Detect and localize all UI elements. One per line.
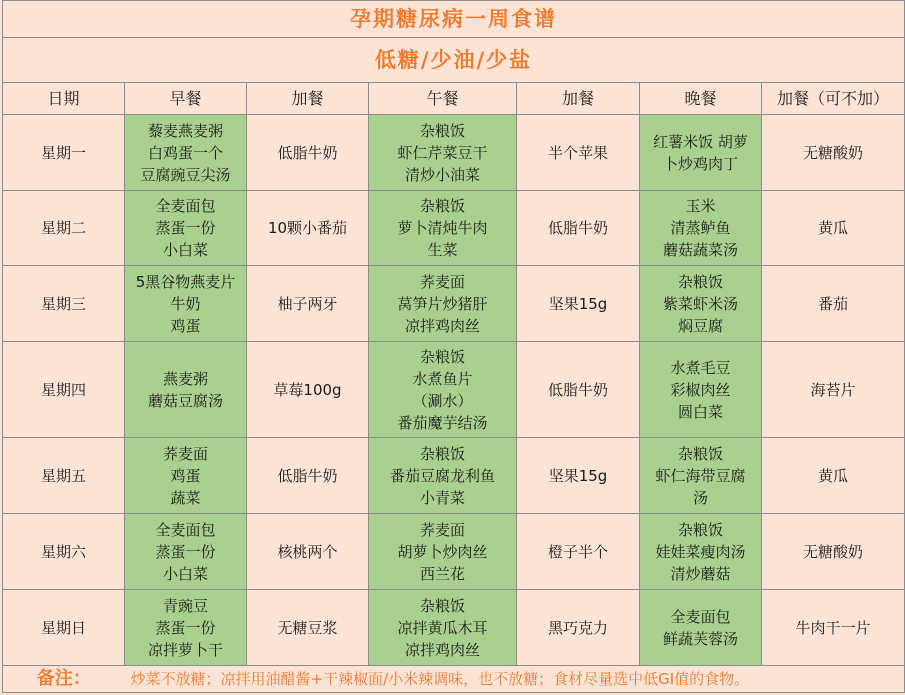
dinner-cell[interactable] — [640, 191, 762, 266]
cell-line: 蒸蛋一份 — [155, 219, 216, 237]
snack-1-cell[interactable] — [247, 191, 369, 266]
breakfast-cell[interactable] — [125, 191, 247, 266]
cell-line: 蒸蛋一份 — [155, 542, 216, 561]
note-text[interactable]: 炒菜不放糖；凉拌用油醋酱+干辣椒面/小米辣调味，也不放糖；食材尽量选中低GI值的食物。 — [125, 666, 905, 693]
table-row — [3, 115, 905, 191]
cell-line: 莴笋片炒猪肝 — [397, 294, 488, 313]
snack-3-cell[interactable] — [762, 590, 905, 666]
table-row — [3, 438, 905, 514]
lunch-cell[interactable] — [369, 514, 517, 590]
snack-1-cell[interactable] — [247, 342, 369, 438]
lunch-cell[interactable] — [369, 115, 517, 191]
page-subtitle[interactable]: 低糖/少油/少盐 — [3, 38, 905, 83]
table-row — [3, 191, 905, 266]
cell-line: 黑巧克力 — [547, 618, 608, 637]
table-row — [3, 266, 905, 342]
snack-1-cell[interactable] — [247, 266, 369, 342]
cell-line: 橙子半个 — [547, 542, 608, 561]
cell-line: 低脂牛奶 — [277, 143, 338, 162]
cell-line: 蒸蛋一份 — [155, 618, 216, 637]
snack-3-cell[interactable] — [762, 266, 905, 342]
cell-line: 清蒸鲈鱼 — [670, 219, 731, 237]
snack-3-cell[interactable] — [762, 191, 905, 266]
cell-line: 牛奶 — [170, 294, 201, 313]
cell-line: 核桃两个 — [277, 542, 338, 561]
cell-line: 清炒蘑菇 — [670, 564, 731, 583]
dinner-cell[interactable] — [640, 266, 762, 342]
cell-line: 半个苹果 — [547, 143, 608, 162]
cell-line: 全麦面包 — [155, 197, 216, 215]
page-title[interactable]: 孕期糖尿病一周食谱 — [3, 1, 905, 38]
table-row — [3, 590, 905, 666]
day-cell[interactable]: 星期日 — [3, 590, 125, 666]
cell-line: 杂粮饭 — [419, 121, 465, 140]
cell-line: 无糖酸奶 — [803, 542, 864, 561]
cell-line: 坚果15g — [548, 466, 608, 485]
cell-line: 海苔片 — [810, 380, 856, 399]
cell-line: 低脂牛奶 — [277, 466, 338, 485]
cell-line: 紫菜虾米汤 — [662, 294, 738, 313]
cell-line: 清炒小油菜 — [404, 165, 480, 184]
subtitle-row — [3, 38, 905, 83]
cell-line: 番茄豆腐龙利鱼 — [389, 466, 495, 485]
cell-line: 蘑菇蔬菜汤 — [662, 241, 738, 259]
cell-line: 10颗小番茄 — [267, 219, 348, 237]
day-cell[interactable]: 星期二 — [3, 191, 125, 266]
snack-2-cell[interactable] — [517, 191, 640, 266]
snack-3-cell[interactable] — [762, 115, 905, 191]
snack-2-cell[interactable] — [517, 438, 640, 514]
breakfast-cell[interactable] — [125, 590, 247, 666]
cell-line: 鸡蛋 — [170, 466, 201, 485]
cell-line: 豆腐豌豆尖汤 — [140, 165, 231, 184]
cell-line: 杂粮饭 — [419, 596, 465, 615]
cell-line: 低脂牛奶 — [547, 219, 608, 237]
breakfast-cell[interactable] — [125, 514, 247, 590]
day-cell[interactable]: 星期三 — [3, 266, 125, 342]
cell-line: 玉米 — [685, 197, 716, 215]
cell-line: 燕麦粥 — [162, 369, 208, 388]
cell-line: 圆白菜 — [677, 402, 723, 421]
cell-line: 5黑谷物燕麦片 — [135, 272, 236, 291]
meal-plan-table — [2, 0, 905, 693]
breakfast-cell[interactable] — [125, 438, 247, 514]
header-cell-dinner[interactable]: 晚餐 — [640, 83, 762, 115]
cell-line: 凉拌黄瓜木耳 — [397, 618, 488, 637]
cell-line: 彩椒肉丝 — [670, 380, 731, 399]
cell-line: 白鸡蛋一个 — [147, 143, 223, 162]
cell-line: 杂粮饭 — [677, 444, 723, 463]
cell-line: 藜麦燕麦粥 — [147, 121, 223, 140]
cell-line: 番茄 — [818, 294, 849, 313]
cell-line: 蔬菜 — [170, 488, 201, 507]
cell-line: 胡萝卜炒肉丝 — [397, 542, 488, 561]
cell-line: 凉拌鸡肉丝 — [404, 640, 480, 659]
cell-line: 鲜蔬芙蓉汤 — [662, 629, 738, 648]
day-cell[interactable]: 星期一 — [3, 115, 125, 191]
note-label[interactable]: 备注： — [3, 666, 125, 693]
cell-line: 黄瓜 — [818, 219, 849, 237]
cell-line: 凉拌萝卜干 — [147, 640, 223, 659]
cell-line: 低脂牛奶 — [547, 380, 608, 399]
snack-1-cell[interactable] — [247, 438, 369, 514]
cell-line: 杂粮饭 — [677, 520, 723, 539]
header-cell-date[interactable]: 日期 — [3, 83, 125, 115]
snack-3-cell[interactable] — [762, 514, 905, 590]
table-row — [3, 342, 905, 438]
cell-line: 无糖酸奶 — [803, 143, 864, 162]
lunch-cell[interactable] — [369, 590, 517, 666]
header-cell-lunch[interactable]: 午餐 — [369, 83, 517, 115]
snack-3-cell[interactable] — [762, 342, 905, 438]
header-cell-snack-1[interactable]: 加餐 — [247, 83, 369, 115]
cell-line: 水煮鱼片 — [412, 369, 473, 388]
cell-line: 虾仁海带豆腐 — [655, 466, 746, 485]
table-row — [3, 514, 905, 590]
breakfast-cell[interactable] — [125, 115, 247, 191]
breakfast-cell[interactable] — [125, 266, 247, 342]
cell-line: 牛肉干一片 — [795, 618, 871, 637]
cell-line: 虾仁芹菜豆干 — [397, 143, 488, 162]
header-cell-snack-3[interactable]: 加餐（可不加） — [762, 83, 905, 115]
cell-line: 杂粮饭 — [419, 444, 465, 463]
cell-line: 青豌豆 — [162, 596, 208, 615]
cell-line: 荞麦面 — [419, 520, 465, 539]
cell-line: 坚果15g — [548, 294, 608, 313]
lunch-cell[interactable] — [369, 342, 517, 438]
header-cell-snack-2[interactable]: 加餐 — [517, 83, 640, 115]
cell-line: 萝卜清炖牛肉 — [397, 219, 488, 237]
cell-line: 黄瓜 — [818, 466, 849, 485]
cell-line: 番茄魔芋结汤 — [397, 413, 488, 432]
dinner-cell[interactable] — [640, 438, 762, 514]
snack-2-cell[interactable] — [517, 590, 640, 666]
breakfast-cell[interactable] — [125, 342, 247, 438]
cell-line: 西兰花 — [419, 564, 465, 583]
cell-line: 无糖豆浆 — [277, 618, 338, 637]
cell-line: 荞麦面 — [162, 444, 208, 463]
snack-2-cell[interactable] — [517, 115, 640, 191]
cell-line: 水煮毛豆 — [670, 358, 731, 377]
lunch-cell[interactable] — [369, 266, 517, 342]
cell-line: 娃娃菜瘦肉汤 — [655, 542, 746, 561]
snack-2-cell[interactable] — [517, 342, 640, 438]
cell-line: 杂粮饭 — [419, 197, 465, 215]
cell-line: 蘑菇豆腐汤 — [147, 391, 223, 410]
day-cell[interactable]: 星期五 — [3, 438, 125, 514]
cell-line: 生菜 — [427, 241, 458, 259]
cell-line: 小白菜 — [162, 564, 208, 583]
dinner-cell[interactable] — [640, 514, 762, 590]
note-row — [3, 666, 905, 693]
day-cell[interactable]: 星期四 — [3, 342, 125, 438]
cell-line: 柚子两牙 — [277, 294, 338, 313]
dinner-cell[interactable] — [640, 342, 762, 438]
cell-line: 凉拌鸡肉丝 — [404, 316, 480, 335]
cell-line: 鸡蛋 — [170, 316, 201, 335]
snack-2-cell[interactable] — [517, 266, 640, 342]
cell-line: 杂粮饭 — [419, 347, 465, 366]
cell-line: 全麦面包 — [670, 607, 731, 626]
cell-line: （涮水） — [412, 391, 473, 410]
dinner-cell[interactable] — [640, 115, 762, 191]
cell-line: 杂粮饭 — [677, 272, 723, 291]
lunch-cell[interactable] — [369, 438, 517, 514]
cell-line: 草莓100g — [273, 380, 342, 399]
cell-line: 卜炒鸡肉丁 — [662, 154, 738, 173]
dinner-cell[interactable] — [640, 590, 762, 666]
cell-line: 小白菜 — [162, 241, 208, 259]
cell-line: 荞麦面 — [419, 272, 465, 291]
snack-1-cell[interactable] — [247, 590, 369, 666]
lunch-cell[interactable] — [369, 191, 517, 266]
header-cell-breakfast[interactable]: 早餐 — [125, 83, 247, 115]
day-cell[interactable]: 星期六 — [3, 514, 125, 590]
cell-line: 全麦面包 — [155, 520, 216, 539]
title-row — [3, 1, 905, 38]
snack-1-cell[interactable] — [247, 514, 369, 590]
snack-2-cell[interactable] — [517, 514, 640, 590]
cell-line: 汤 — [692, 488, 708, 507]
cell-line: 小青菜 — [419, 488, 465, 507]
snack-1-cell[interactable] — [247, 115, 369, 191]
cell-line: 红薯米饭 胡萝 — [653, 132, 748, 151]
header-row — [3, 83, 905, 115]
cell-line: 焖豆腐 — [677, 316, 723, 335]
snack-3-cell[interactable] — [762, 438, 905, 514]
